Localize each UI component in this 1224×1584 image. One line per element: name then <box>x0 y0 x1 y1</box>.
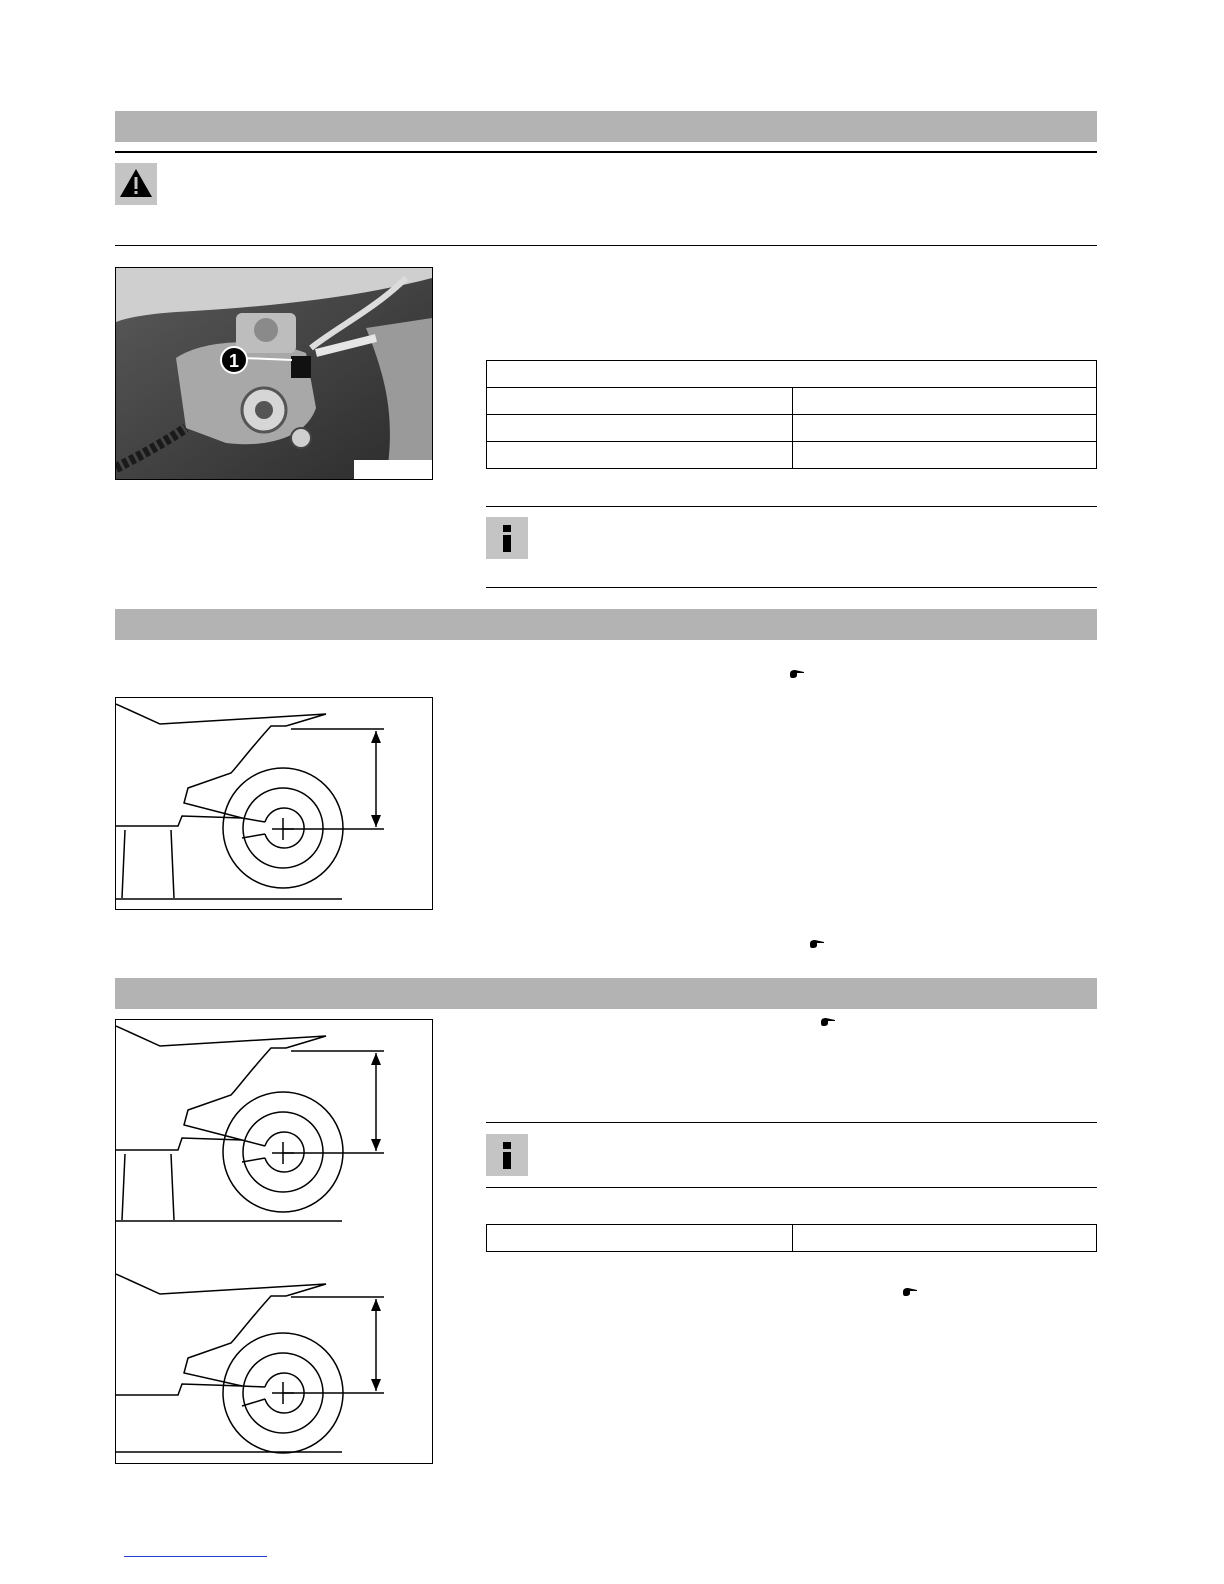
sag-diagram-2 <box>115 1019 433 1464</box>
info-i-icon <box>486 1134 528 1176</box>
pointing-hand-icon <box>789 669 805 679</box>
spec-table-1 <box>486 360 1097 469</box>
warning-icon-tile <box>115 163 157 205</box>
section-bar-1 <box>115 111 1097 142</box>
footer-link-underline[interactable] <box>124 1556 267 1557</box>
table-row <box>487 1225 1097 1252</box>
info-i-icon <box>486 517 528 559</box>
info-note-2-top-rule <box>486 1122 1097 1123</box>
spec-table-2 <box>486 1224 1097 1252</box>
info-note-2-bottom-rule <box>486 1187 1097 1188</box>
warning-bottom-rule <box>115 245 1097 246</box>
table-row <box>487 442 1097 469</box>
pointing-hand-icon <box>820 1017 836 1027</box>
callout-1-label: 1 <box>228 351 240 371</box>
table-row <box>487 415 1097 442</box>
info-note-1-top-rule <box>486 506 1097 507</box>
warning-top-rule <box>115 151 1097 153</box>
table-row <box>487 388 1097 415</box>
info-icon-tile-2 <box>486 1134 528 1176</box>
sag-diagram-1 <box>115 697 433 910</box>
warning-triangle-icon <box>115 163 157 205</box>
info-icon-tile-1 <box>486 517 528 559</box>
rear-shock-photo <box>115 267 433 480</box>
section-bar-3 <box>115 978 1097 1009</box>
pointing-hand-icon <box>809 939 825 949</box>
info-note-1-bottom-rule <box>486 587 1097 588</box>
section-bar-2 <box>115 609 1097 640</box>
pointing-hand-icon <box>902 1287 918 1297</box>
table-header-row <box>487 361 1097 388</box>
